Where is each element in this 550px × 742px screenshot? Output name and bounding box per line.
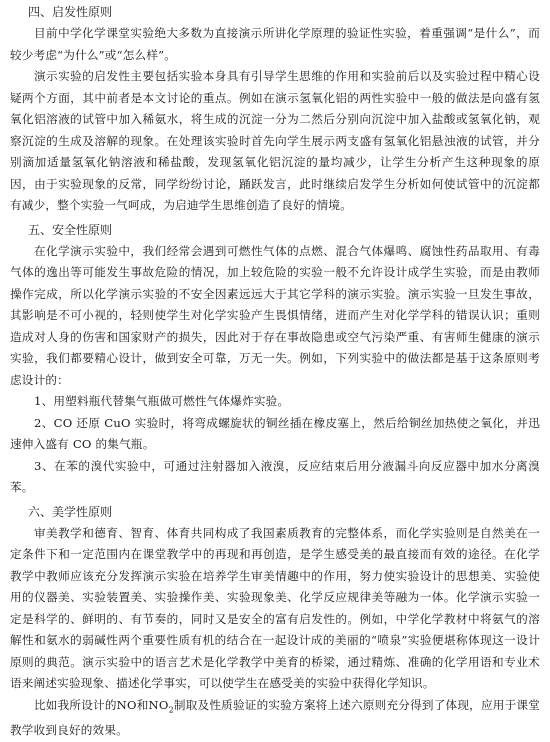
no2-subscript: 2 — [168, 704, 174, 714]
section-heading-safety: 五、安全性原则 — [28, 222, 113, 237]
aesthetic-paragraph-2-part-b: 制取及性质验证的实验方案将上述六原则充分得到了体现，应用于课堂教学收到良好的效果。 — [10, 697, 540, 738]
safety-item-2: 2、CO 还原 CuO 实验时，将弯成螺旋状的铜丝插在橡皮塞上，然后给铜丝加热使之氧化，并迅速伸入盛有 CO 的集气瓶。 — [10, 415, 540, 451]
section-heading-aesthetic: 六、美学性原则 — [28, 504, 113, 519]
section-heading-heuristic: 四、启发性原则 — [28, 5, 113, 19]
safety-paragraph-1: 在化学演示实验中，我们经常会遇到可燃性气体的点燃、混合气体爆鸣、腐蚀性药品取用、有毒气体的逸出等可能发生事故危险的情况，加上较危险的实验一般不允许设计成学生实验，而是由教师操作完成，所以化学演示实验的不安全因素远远大于其它学科的演示实验。演示实验一旦发生事故，其影响是不可小视的，轻则使学生对化学实验产生畏惧情绪，进而产生对化学学科的错误认识；重则造成对人身的伤害和国家财产的损失，因此对于存在事故隐患或空气污染严重、有害师生健康的演示实验，我们都要精心设计，做到安全可靠，万无一失。例如，下列实验中的做法都是基于这条原则考虑设计的： — [10, 243, 540, 387]
safety-item-3: 3、在苯的溴代实验中，可通过注射器加入液溴，反应结束后用分液漏斗向反应器中加水分离溴苯。 — [10, 458, 540, 494]
aesthetic-paragraph-2-part-a: 比如我所设计的NO和NO — [34, 697, 169, 712]
heuristic-paragraph-1: 目前中学化学课堂实验绝大多数为直接演示所讲化学原理的验证性实验，着重强调“是什么”，而较少考虑“为什么”或“怎么样”。 — [10, 26, 540, 62]
aesthetic-paragraph-1: 审美教学和德育、智育、体育共同构成了我国素质教育的完整体系，而化学实验则是自然美在一定条件下和一定范围内在课堂教学中的再现和再创造，是学生感受美的最直接而有效的途径。在化学教学中教师应该充分发挥演示实验在培养学生审美情趣中的作用，努力使实验设计的思想美、实验使用的仪器美、实验装置美、实验操作美、实验现象美、化学反应规律美等融为一体。化学演示实验一定是科学的、鲜明的、有节奏的，同时又是安全的富有启发性的。例如，中学化学教材中将氨气的溶解性和氨水的弱碱性两个重要性质有机的结合在一起设计成的美丽的“喷泉”实验便堪称体现这一设计原则的典范。演示实验中的语言艺术是化学教学中美育的桥梁，通过精炼、准确的化学用语和专业术语来阐述实验现象、描述化学事实，可以使学生在感受美的实验中获得化学知识。 — [10, 525, 540, 690]
heuristic-paragraph-2: 演示实验的启发性主要包括实验本身具有引导学生思维的作用和实验前后以及实验过程中精心设疑两个方面，其中前者是本文讨论的重点。例如在演示氢氧化铝的两性实验中一般的做法是向盛有氢氧化铝溶液的试管中加入稀氨水，将生成的沉淀一分为二然后分别向沉淀中加入盐酸或氢氧化钠，观察沉淀的生成及溶解的现象。在处理该实验时首先向学生展示两支盛有氢氧化铝悬浊液的试管，并分别滴加适量氢氧化钠溶液和稀盐酸，发现氢氧化铝沉淀的量均减少，让学生分析产生这种现象的原因，由于实验现象的反常，同学纷纷讨论，踊跃发言，此时继续启发学生分析如何使试管中的沉淀都有减少，整个实验一气呵成，为启迪学生思维创造了良好的情境。 — [10, 69, 540, 212]
aesthetic-paragraph-2 — [10, 695, 540, 742]
safety-item-1: 1、用塑料瓶代替集气瓶做可燃性气体爆炸实验。 — [34, 394, 290, 408]
